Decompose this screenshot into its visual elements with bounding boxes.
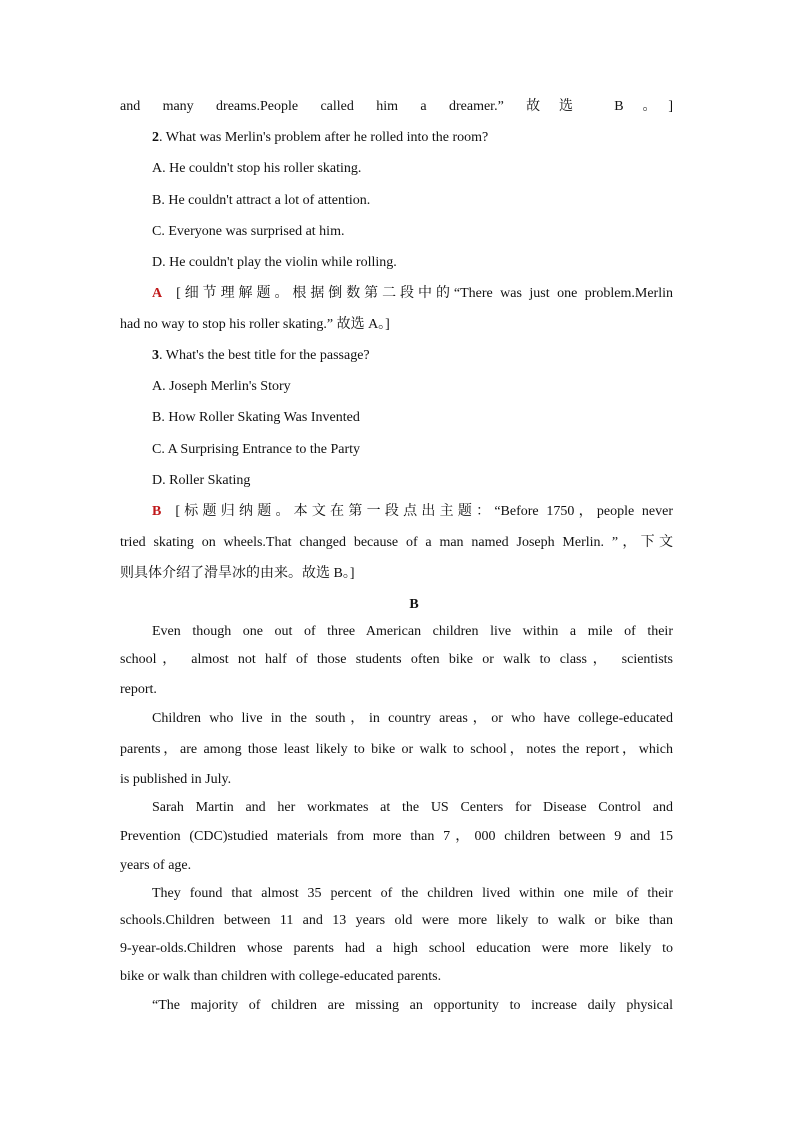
option-a: A. He couldn't stop his roller skating.: [152, 161, 362, 176]
explanation-line: 则具体介绍了滑旱冰的由来。故选 B。]: [120, 566, 355, 581]
paragraph-line: school， almost not half of those students often bike or walk to class， scientists: [120, 652, 673, 667]
explanation-line: and many dreams.People called him a dreamer.” 故选 B。]: [120, 99, 673, 114]
option-b: B. He couldn't attract a lot of attention.: [152, 193, 371, 208]
answer-explanation: [152, 285, 673, 303]
paragraph-line: Sarah Martin and her workmates at the US Centers for Disease Control and: [152, 800, 673, 815]
answer-letter: A: [152, 286, 163, 301]
paragraph-line: They found that almost 35 percent of the children lived within one mile of their: [152, 886, 673, 901]
answer-explanation: [152, 503, 673, 521]
explanation-text: [细节理解题。根据倒数第二段中的“There was just one problem.Merlin: [176, 286, 673, 301]
paragraph-line: report.: [120, 682, 157, 697]
option-c: C. A Surprising Entrance to the Party: [152, 442, 361, 457]
question-3: [152, 347, 370, 365]
question-text: . What was Merlin's problem after he rolled into the room?: [159, 130, 489, 145]
section-heading: B: [409, 597, 419, 612]
option-d: D. Roller Skating: [152, 473, 251, 488]
answer-letter: B: [152, 504, 162, 519]
paragraph-line: years of age.: [120, 858, 192, 873]
question-number: 2: [152, 130, 159, 145]
explanation-text: [标题归纳题。本文在第一段点出主题：“Before 1750，people never: [175, 504, 673, 519]
paragraph-line: “The majority of children are missing an opportunity to increase daily physical: [152, 998, 673, 1013]
question-text: . What's the best title for the passage?: [159, 348, 370, 363]
paragraph-line: Prevention (CDC)studied materials from more than 7，000 children between 9 and 15: [120, 829, 673, 844]
question-2: [152, 129, 488, 147]
option-c: C. Everyone was surprised at him.: [152, 224, 345, 239]
explanation-line: tried skating on wheels.That changed because of a man named Joseph Merlin. ”，下文: [120, 535, 673, 550]
paragraph-line: schools.Children between 11 and 13 years old were more likely to walk or bike than: [120, 913, 673, 928]
paragraph-line: Children who live in the south，in country areas，or who have college‑educated: [152, 711, 673, 726]
option-b: B. How Roller Skating Was Invented: [152, 410, 360, 425]
paragraph-line: parents，are among those least likely to bike or walk to school，notes the report，which: [120, 742, 673, 757]
explanation-line: had no way to stop his roller skating.” 故选 A。]: [120, 317, 390, 332]
option-a: A. Joseph Merlin's Story: [152, 379, 291, 394]
question-number: 3: [152, 348, 159, 363]
paragraph-line: bike or walk than children with college-educated parents.: [120, 969, 442, 984]
paragraph-line: Even though one out of three American children live within a mile of their: [152, 624, 673, 639]
option-d: D. He couldn't play the violin while rolling.: [152, 255, 397, 270]
paragraph-line: 9-year-olds.Children whose parents had a high school education were more likely to: [120, 941, 673, 956]
paragraph-line: is published in July.: [120, 772, 232, 787]
